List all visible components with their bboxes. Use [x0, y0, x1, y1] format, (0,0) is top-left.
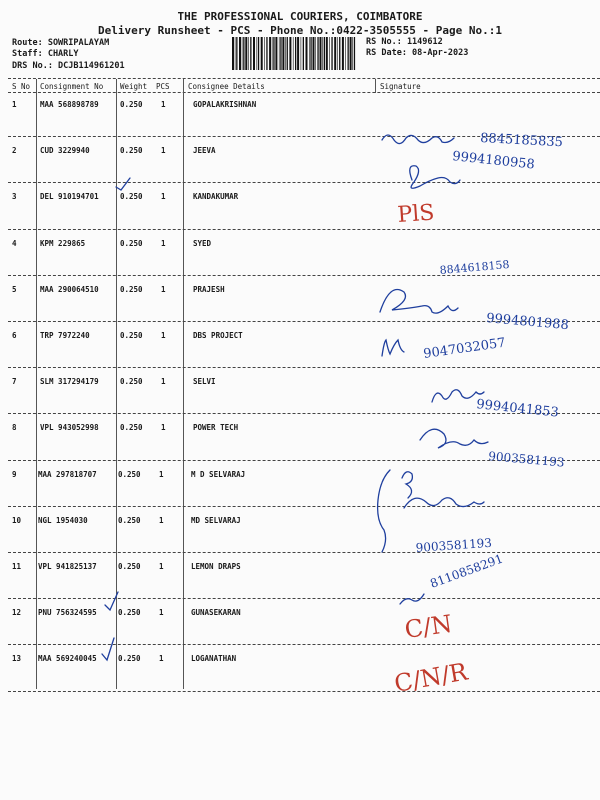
row-consignee: KANDAKUMAR	[193, 192, 239, 202]
row-consignment-no: SLM 317294179	[40, 377, 99, 387]
table-top-rule	[8, 78, 600, 79]
barcode-bar	[348, 37, 349, 70]
row-pcs: 1	[161, 238, 166, 248]
row-weight: 0.250	[120, 238, 143, 248]
row-separator	[8, 691, 600, 692]
col-header-consignee: Consignee Details	[188, 82, 265, 91]
row-consignment-no: CUD 3229940	[40, 146, 90, 156]
barcode-bar	[239, 37, 241, 70]
barcode-bar	[245, 37, 247, 70]
row-pcs: 1	[161, 284, 166, 294]
signature-scribble	[382, 340, 404, 356]
row-separator	[8, 367, 600, 368]
barcode-bar	[287, 37, 288, 70]
drs-number: DRS No.: DCJB114961201	[12, 61, 125, 71]
row-pcs: 1	[159, 608, 164, 618]
barcode-bar	[317, 37, 318, 70]
staff-label: Staff: CHARLY	[12, 49, 79, 59]
barcode-bar	[248, 37, 249, 70]
barcode-bar	[324, 37, 325, 70]
row-separator	[8, 275, 600, 276]
barcode-bar	[273, 37, 274, 70]
col-header-weight: Weight	[120, 82, 148, 91]
barcode-bar	[354, 37, 355, 70]
barcode-bar	[350, 37, 352, 70]
row-separator	[8, 182, 600, 183]
barcode-bar	[297, 37, 299, 70]
row-separator	[8, 644, 600, 645]
row-consignment-no: MAA 568898789	[40, 100, 99, 109]
handwritten-phone: 9003581193	[415, 535, 493, 555]
barcode-bar	[339, 37, 340, 70]
row-separator	[8, 136, 600, 137]
barcode-bar	[289, 37, 291, 70]
row-sno: 13	[12, 654, 22, 664]
barcode-bar	[320, 37, 322, 70]
handwritten-mark: C/N	[402, 609, 454, 644]
row-weight: 0.250	[120, 146, 143, 156]
barcode-bar	[326, 37, 328, 70]
barcode-bar	[313, 37, 315, 70]
signature-scribble	[402, 472, 412, 498]
row-weight: 0.250	[118, 515, 141, 525]
barcode-bar	[279, 37, 280, 70]
row-pcs: 1	[161, 331, 166, 340]
barcode-bar	[310, 37, 311, 70]
row-consignment-no: TRP 7972240	[40, 331, 90, 340]
row-consignment-no: NGL 1954030	[38, 515, 88, 525]
barcode-bar	[269, 37, 271, 70]
row-consignee: GUNASEKARAN	[191, 608, 241, 618]
row-consignee: LEMON DRAPS	[191, 562, 241, 571]
barcode-bar	[257, 37, 258, 70]
row-consignee: GOPALAKRISHNAN	[193, 100, 257, 109]
barcode-bar	[258, 37, 259, 70]
row-consignment-no: MAA 569240045	[38, 654, 97, 664]
row-separator	[8, 552, 600, 553]
row-weight: 0.250	[118, 469, 141, 479]
col-header-sno: S No	[12, 82, 31, 91]
row-sno: 6	[12, 331, 17, 340]
col-header-consignment: Consignment No	[40, 82, 104, 91]
row-pcs: 1	[161, 100, 166, 109]
row-weight: 0.250	[120, 100, 143, 109]
handwritten-mark: C/N/R	[392, 657, 470, 698]
row-pcs: 1	[159, 469, 164, 479]
row-sno: 4	[12, 238, 17, 248]
row-sno: 12	[12, 608, 22, 618]
barcode-bar	[282, 37, 284, 70]
handwritten-phone: 9994041853	[475, 397, 560, 421]
row-weight: 0.250	[120, 377, 143, 387]
row-sno: 2	[12, 146, 17, 156]
col-divider	[375, 79, 376, 93]
row-sno: 9	[12, 469, 17, 479]
row-weight: 0.250	[120, 423, 143, 433]
barcode-bar	[315, 37, 316, 70]
barcode-bar	[293, 37, 294, 70]
row-weight: 0.250	[120, 192, 143, 202]
barcode-bar	[242, 37, 243, 70]
barcode-bar	[275, 37, 277, 70]
barcode-bar	[232, 37, 234, 70]
row-consignee: MD SELVARAJ	[191, 515, 241, 525]
row-weight: 0.250	[118, 562, 141, 571]
row-separator	[8, 506, 600, 507]
row-consignee: JEEVA	[193, 146, 216, 156]
barcode-bar	[280, 37, 281, 70]
row-pcs: 1	[159, 562, 164, 571]
barcode-bar	[236, 37, 237, 70]
row-sno: 8	[12, 423, 17, 433]
barcode-bar	[306, 37, 308, 70]
col-header-pcs: PCS	[156, 82, 170, 91]
barcode	[232, 37, 356, 70]
barcode-bar	[303, 37, 304, 70]
row-separator	[8, 598, 600, 599]
barcode-bar	[295, 37, 296, 70]
signature-scribble	[378, 470, 390, 552]
row-separator	[8, 229, 600, 230]
row-consignee: LOGANATHAN	[191, 654, 237, 664]
barcode-bar	[243, 37, 244, 70]
signature-scribble	[420, 429, 488, 448]
row-separator	[8, 413, 600, 414]
route-label: Route: SOWRIPALAYAM	[12, 38, 110, 48]
rs-date: RS Date: 08-Apr-2023	[366, 48, 469, 58]
rs-number: RS No.: 1149612	[366, 37, 443, 47]
barcode-bar	[301, 37, 302, 70]
row-weight: 0.250	[120, 284, 143, 294]
row-weight: 0.250	[118, 654, 141, 664]
barcode-bar	[322, 37, 323, 70]
barcode-bar	[309, 37, 310, 70]
barcode-bar	[334, 37, 336, 70]
barcode-bar	[272, 37, 273, 70]
row-pcs: 1	[161, 146, 166, 156]
barcode-bar	[235, 37, 236, 70]
row-pcs: 1	[159, 654, 164, 664]
barcode-bar	[250, 37, 251, 70]
row-sno: 7	[12, 377, 17, 387]
checkmark-icon	[116, 178, 130, 190]
barcode-bar	[331, 37, 332, 70]
row-consignee: DBS PROJECT	[193, 331, 243, 340]
row-consignment-no: VPL 941825137	[38, 562, 97, 571]
barcode-bar	[342, 37, 344, 70]
handwritten-mark: PlS	[396, 200, 436, 228]
row-consignment-no: MAA 297818707	[38, 469, 97, 479]
barcode-bar	[261, 37, 263, 70]
handwritten-phone: 8844618158	[439, 257, 510, 277]
document-subtitle: Delivery Runsheet - PCS - Phone No.:0422-3505555 - Page No.:1	[98, 24, 502, 37]
row-sno: 1	[12, 100, 17, 109]
row-consignee: SELVI	[193, 377, 216, 387]
barcode-bar	[253, 37, 255, 70]
signature-scribble	[432, 390, 484, 402]
row-pcs: 1	[159, 515, 164, 525]
barcode-bar	[266, 37, 267, 70]
row-consignee: POWER TECH	[193, 423, 239, 433]
row-sno: 11	[12, 562, 22, 571]
row-consignee: M D SELVARAJ	[191, 469, 246, 479]
handwritten-phone: 9003581193	[487, 449, 566, 470]
handwritten-phone: 9047032057	[422, 335, 507, 362]
handwritten-phone: 8845185835	[479, 131, 564, 151]
row-consignment-no: KPM 229865	[40, 238, 86, 248]
row-sno: 3	[12, 192, 17, 202]
row-consignee: SYED	[193, 238, 212, 248]
row-consignment-no: PNU 756324595	[38, 608, 97, 618]
row-consignee: PRAJESH	[193, 284, 225, 294]
barcode-bar	[264, 37, 265, 70]
row-pcs: 1	[161, 377, 166, 387]
row-separator	[8, 460, 600, 461]
row-sno: 10	[12, 515, 22, 525]
handwritten-phone: 9994801988	[485, 311, 570, 334]
barcode-bar	[352, 37, 353, 70]
row-separator	[8, 321, 600, 322]
row-weight: 0.250	[118, 608, 141, 618]
barcode-bar	[345, 37, 346, 70]
row-weight: 0.250	[120, 331, 143, 340]
barcode-bar	[329, 37, 330, 70]
row-pcs: 1	[161, 423, 166, 433]
signature-scribble	[380, 290, 458, 314]
row-consignment-no: VPL 943052998	[40, 423, 99, 433]
row-consignment-no: MAA 290064510	[40, 284, 99, 294]
barcode-bar	[285, 37, 286, 70]
handwritten-phone: 9994180958	[451, 149, 536, 173]
table-header-rule	[8, 92, 600, 93]
checkmark-icon	[102, 638, 114, 660]
barcode-bar	[337, 37, 338, 70]
row-consignment-no: DEL 910194701	[40, 192, 99, 202]
row-sno: 5	[12, 284, 17, 294]
signature-scribble	[410, 166, 460, 188]
handwritten-phone: 8110858291	[428, 551, 505, 591]
col-header-signature: Signature	[380, 82, 421, 91]
row-pcs: 1	[161, 192, 166, 202]
document-title: THE PROFESSIONAL COURIERS, COIMBATORE	[177, 10, 423, 23]
